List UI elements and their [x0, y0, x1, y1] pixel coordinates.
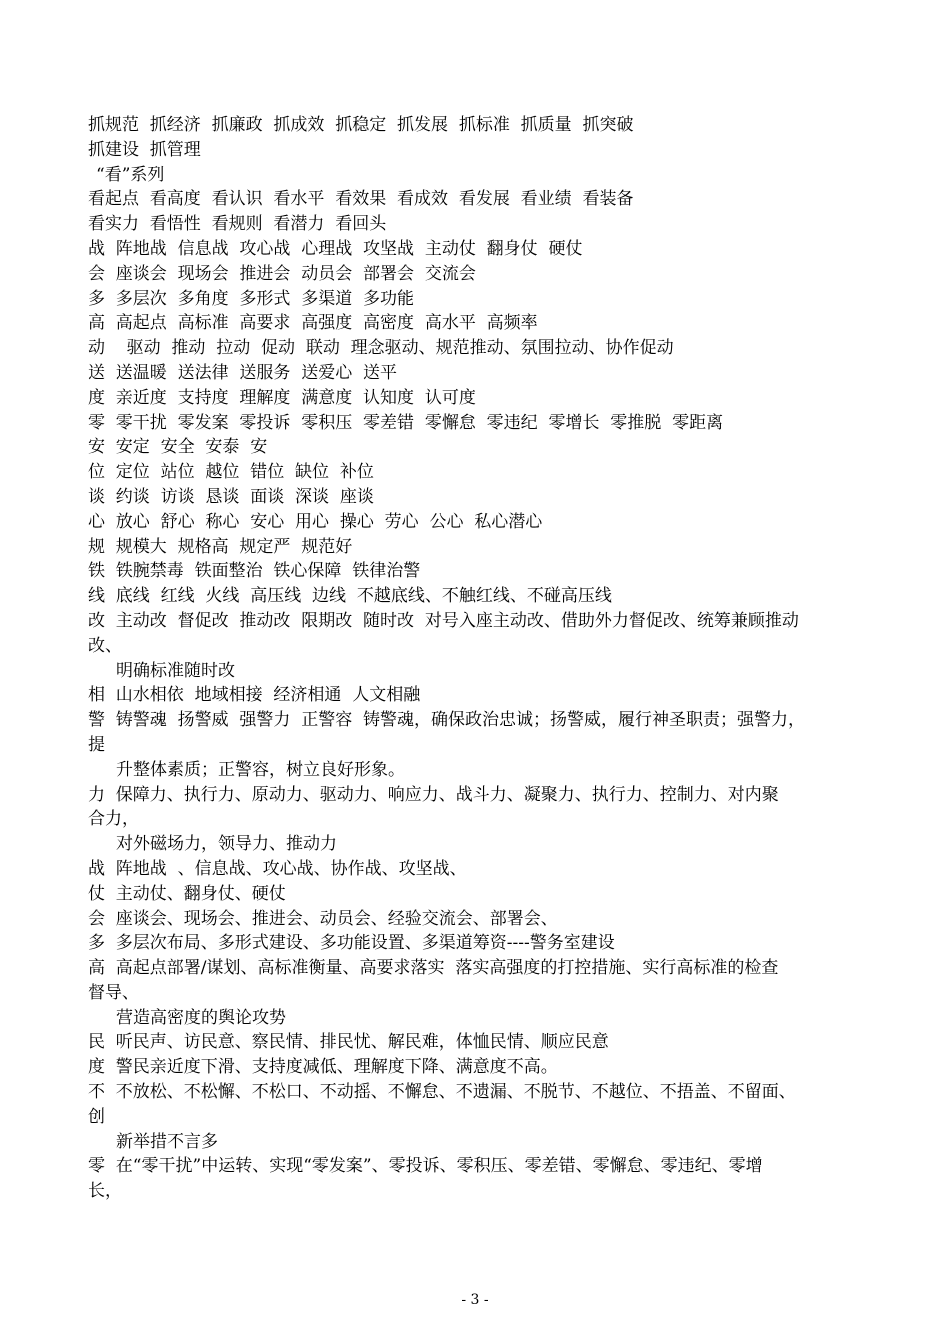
text-line: 送 送温暖 送法律 送服务 送爱心 送平 — [88, 362, 398, 383]
text-line: 零 在“零干扰”中运转、实现“零发案”、零投诉、零积压、零差错、零懈怠、零违纪、零增 — [88, 1156, 763, 1177]
text-line: 营造高密度的舆论攻势 — [116, 1007, 286, 1028]
text-line: 铁 铁腕禁毒 铁面整治 铁心保障 铁律治警 — [88, 561, 421, 582]
text-line: 安 安定 安全 安泰 安 — [88, 437, 268, 458]
text-line: 抓规范 抓经济 抓廉政 抓成效 抓稳定 抓发展 抓标准 抓质量 抓突破 — [88, 115, 634, 135]
text-line: 升整体素质；正警容，树立良好形象。 — [116, 759, 405, 780]
text-line: 多 多层次 多角度 多形式 多渠道 多功能 — [88, 288, 415, 309]
text-line: 动 驱动 推动 拉动 促动 联动 理念驱动、规范推动、氛围拉动、协作促动 — [88, 338, 674, 359]
text-line: 会 座谈会 现场会 推进会 动员会 部署会 交流会 — [88, 263, 476, 284]
text-line: 督导、 — [88, 982, 139, 1003]
page-number: - 3 - — [461, 1292, 489, 1308]
text-line: 多 多层次布局、多形式建设、多功能设置、多渠道筹资----警务室建设 — [88, 933, 615, 954]
text-line: 抓建设 抓管理 — [88, 139, 201, 160]
text-line: 度 亲近度 支持度 理解度 满意度 认知度 认可度 — [88, 387, 476, 408]
text-line: 零 零干扰 零发案 零投诉 零积压 零差错 零懈怠 零违纪 零增长 零推脱 零距离 — [88, 412, 724, 433]
text-line: 看实力 看悟性 看规则 看潜力 看回头 — [88, 214, 387, 235]
text-line: 相 山水相依 地域相接 经济相通 人文相融 — [88, 685, 421, 706]
text-line: 度 警民亲近度下滑、支持度减低、理解度下降、满意度不高。 — [88, 1057, 558, 1078]
text-line: 民 听民声、访民意、察民情、排民忧、解民难，体恤民情、顺应民意 — [88, 1032, 609, 1053]
text-line: 线 底线 红线 火线 高压线 边线 不越底线、不触红线、不碰高压线 — [88, 586, 612, 607]
text-line: 明确标准随时改 — [116, 660, 235, 681]
text-line: 心 放心 舒心 称心 安心 用心 操心 劳心 公心 私心潜心 — [88, 511, 543, 532]
section-heading: “看”系列 — [96, 164, 165, 185]
text-line: 改 主动改 督促改 推动改 限期改 随时改 对号入座主动改、借助外力督促改、统筹兼顾推动 — [88, 610, 799, 631]
text-line: 高 高起点部署/谋划、高标准衡量、高要求落实 落实高强度的打控措施、实行高标准的检查 — [88, 958, 779, 979]
text-line: 规 规模大 规格高 规定严 规范好 — [88, 536, 353, 557]
text-line: 看起点 看高度 看认识 看水平 看效果 看成效 看发展 看业绩 看装备 — [88, 189, 634, 210]
text-line: 战 阵地战 信息战 攻心战 心理战 攻坚战 主动仗 翻身仗 硬仗 — [88, 238, 583, 259]
text-line: 谈 约谈 访谈 恳谈 面谈 深谈 座谈 — [88, 486, 374, 507]
text-line: 警 铸警魂 扬警威 强警力 正警容 铸警魂，确保政治忠诚；扬警威，履行神圣职责；强警力， — [88, 710, 806, 731]
text-line: 新举措不言多 — [116, 1131, 218, 1152]
text-line: 提 — [88, 734, 105, 755]
text-line: 合力， — [88, 809, 139, 830]
text-line: 改、 — [88, 635, 122, 656]
text-line: 位 定位 站位 越位 错位 缺位 补位 — [88, 462, 374, 483]
text-line: 对外磁场力，领导力、推动力 — [116, 834, 337, 855]
text-line: 不 不放松、不松懈、不松口、不动摇、不懈怠、不遗漏、不脱节、不越位、不捂盖、不留面、 — [88, 1082, 796, 1103]
text-line: 会 座谈会、现场会、推进会、动员会、经验交流会、部署会、 — [88, 908, 558, 929]
text-line: 仗 主动仗、翻身仗、硬仗 — [88, 883, 286, 904]
text-line: 战 阵地战 、信息战、攻心战、协作战、攻坚战、 — [88, 858, 467, 879]
text-line: 创 — [88, 1106, 105, 1127]
text-line: 长， — [88, 1181, 122, 1202]
text-line: 力 保障力、执行力、原动力、驱动力、响应力、战斗力、凝聚力、执行力、控制力、对内聚 — [88, 784, 779, 805]
document-body — [88, 113, 878, 1204]
text-line: 高 高起点 高标准 高要求 高强度 高密度 高水平 高频率 — [88, 313, 538, 334]
